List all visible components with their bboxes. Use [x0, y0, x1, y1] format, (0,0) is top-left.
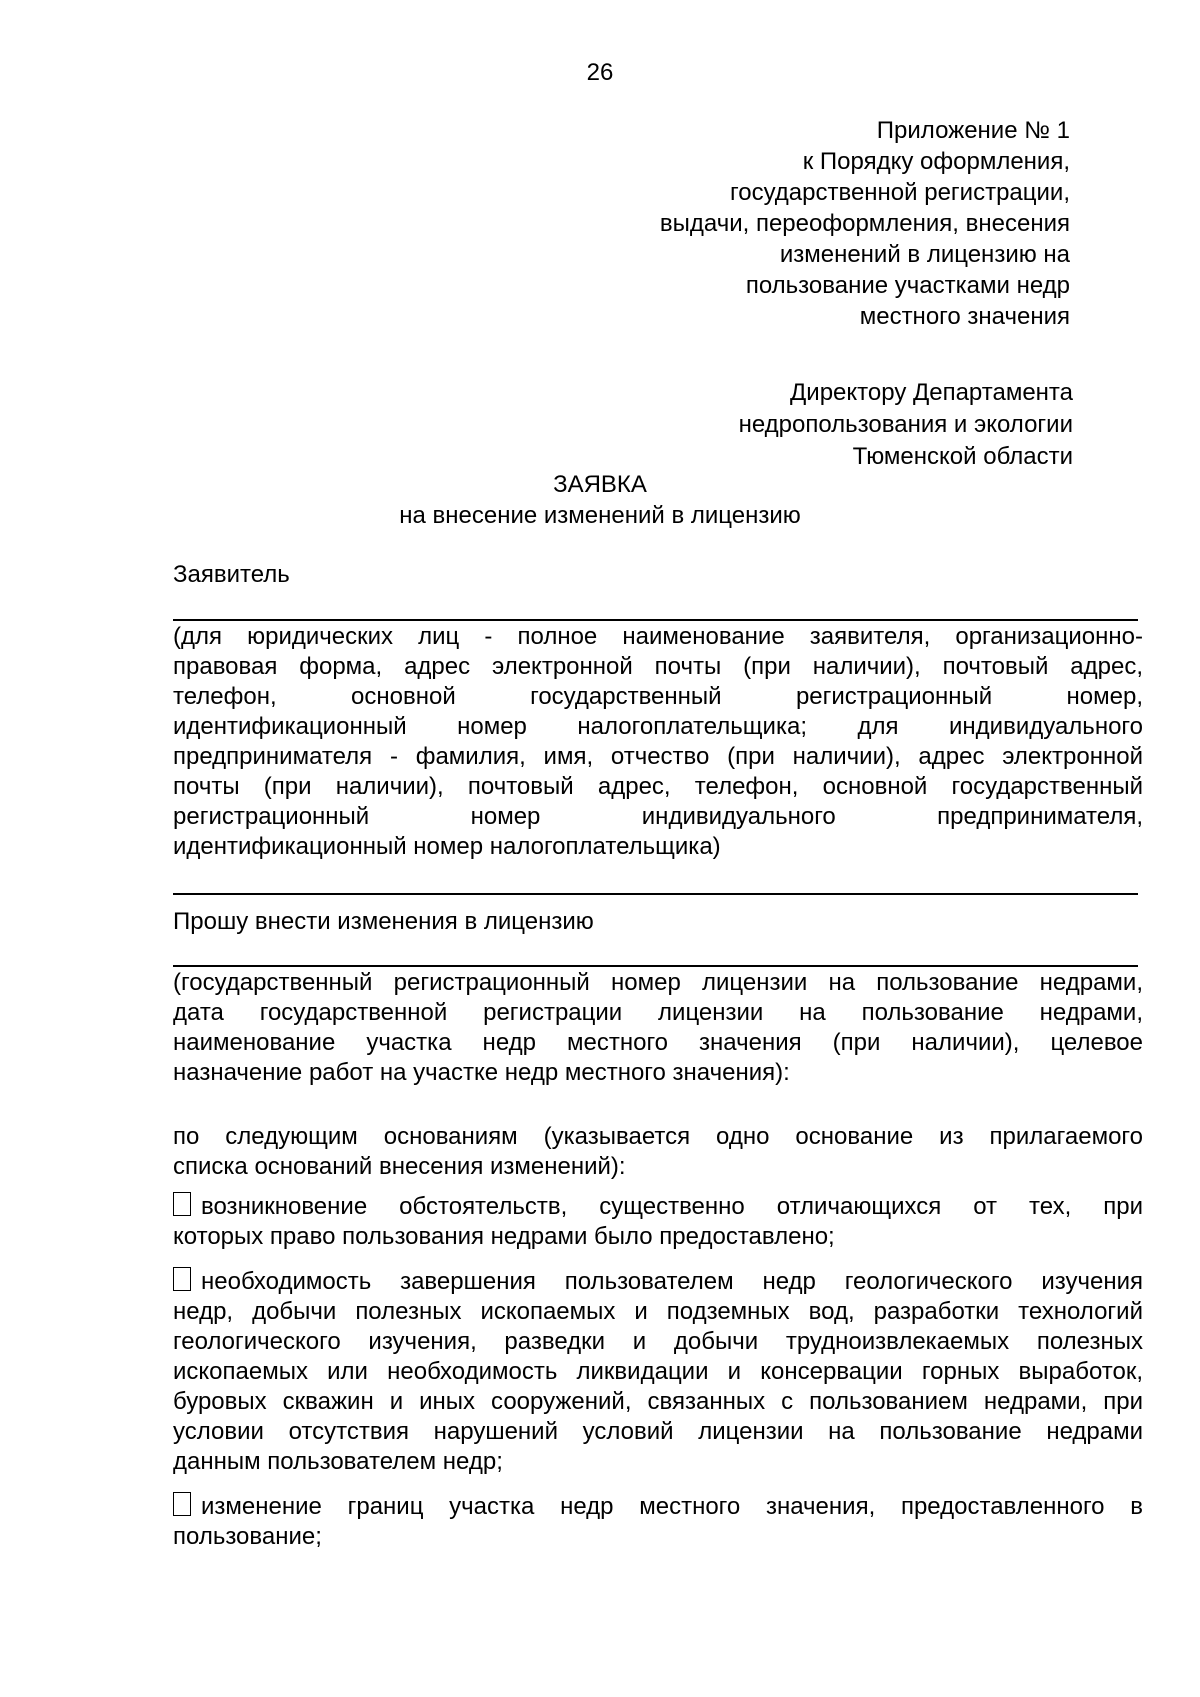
applicant-hint — [173, 622, 1143, 862]
addressee-line: Тюменской области — [852, 443, 1073, 470]
hint-line: предпринимателя - фамилия, имя, отчество (при наличии), адрес электронной — [173, 743, 1143, 770]
document-subtitle: на внесение изменений в лицензию — [399, 502, 801, 529]
hint-line: регистрационный номер индивидуального предпринимателя, — [173, 803, 1143, 830]
checkbox[interactable] — [173, 1192, 191, 1216]
option-line: изменение границ участка недр местного значения, предоставленного в — [173, 1492, 1143, 1522]
appendix-line: изменений в лицензию на — [779, 241, 1070, 268]
option-line: данным пользователем недр; — [173, 1448, 503, 1475]
option-line: возникновение обстоятельств, существенно отличающихся от тех, при — [173, 1192, 1143, 1222]
appendix-line: выдачи, переоформления, внесения — [659, 210, 1070, 237]
appendix-line: Приложение № 1 — [876, 117, 1070, 144]
license-input-line[interactable] — [173, 965, 1138, 967]
hint-line: телефон, основной государственный регистрационный номер, — [173, 683, 1143, 710]
document-title: ЗАЯВКА — [553, 471, 647, 498]
addressee-line: недропользования и экологии — [738, 411, 1073, 438]
option-line: условии отсутствия нарушений условий лицензии на пользование недрами — [173, 1418, 1143, 1445]
option-line: буровых скважин и иных сооружений, связанных с пользованием недрами, при — [173, 1388, 1143, 1415]
hint-line: почты (при наличии), почтовый адрес, телефон, основной государственный — [173, 773, 1143, 800]
option-boundaries — [173, 1492, 1143, 1552]
option-line: геологического изучения, разведки и добычи трудноизвлекаемых полезных — [173, 1328, 1143, 1355]
option-completion — [173, 1267, 1143, 1477]
hint-line: наименование участка недр местного значения (при наличии), целевое — [173, 1029, 1143, 1056]
option-circumstances — [173, 1192, 1143, 1252]
applicant-input-line[interactable] — [173, 619, 1138, 621]
appendix-line: государственной регистрации, — [730, 179, 1070, 206]
appendix-header — [550, 115, 1070, 332]
appendix-line: пользование участками недр — [745, 272, 1070, 299]
hint-line: идентификационный номер налогоплательщика; для индивидуального — [173, 713, 1143, 740]
addressee — [553, 377, 1073, 473]
hint-line: назначение работ на участке недр местного значения): — [173, 1059, 790, 1086]
intro-line: списка оснований внесения изменений): — [173, 1153, 626, 1180]
option-line: пользование; — [173, 1523, 322, 1550]
option-line: которых право пользования недрами было предоставлено; — [173, 1223, 835, 1250]
request-label: Прошу внести изменения в лицензию — [173, 908, 594, 935]
license-hint — [173, 968, 1143, 1088]
addressee-line: Директору Департамента — [790, 379, 1073, 406]
applicant-label: Заявитель — [173, 561, 290, 588]
grounds-intro — [173, 1122, 1143, 1182]
hint-line: правовая форма, адрес электронной почты (при наличии), почтовый адрес, — [173, 653, 1143, 680]
option-line: необходимость завершения пользователем недр геологического изучения — [173, 1267, 1143, 1297]
hint-line: дата государственной регистрации лицензии на пользование недрами, — [173, 999, 1143, 1026]
appendix-line: местного значения — [859, 303, 1070, 330]
hint-line: (для юридических лиц - полное наименование заявителя, организационно- — [173, 623, 1143, 650]
page-number: 26 — [586, 59, 614, 86]
checkbox[interactable] — [173, 1492, 191, 1516]
checkbox[interactable] — [173, 1267, 191, 1291]
option-line: недр, добычи полезных ископаемых и подземных вод, разработки технологий — [173, 1298, 1143, 1325]
appendix-line: к Порядку оформления, — [802, 148, 1070, 175]
hint-line: идентификационный номер налогоплательщика) — [173, 833, 721, 860]
applicant-input-line-2[interactable] — [173, 893, 1138, 895]
option-line: ископаемых или необходимость ликвидации и консервации горных выработок, — [173, 1358, 1143, 1385]
hint-line: (государственный регистрационный номер лицензии на пользование недрами, — [173, 969, 1143, 996]
intro-line: по следующим основаниям (указывается одно основание из прилагаемого — [173, 1123, 1143, 1150]
